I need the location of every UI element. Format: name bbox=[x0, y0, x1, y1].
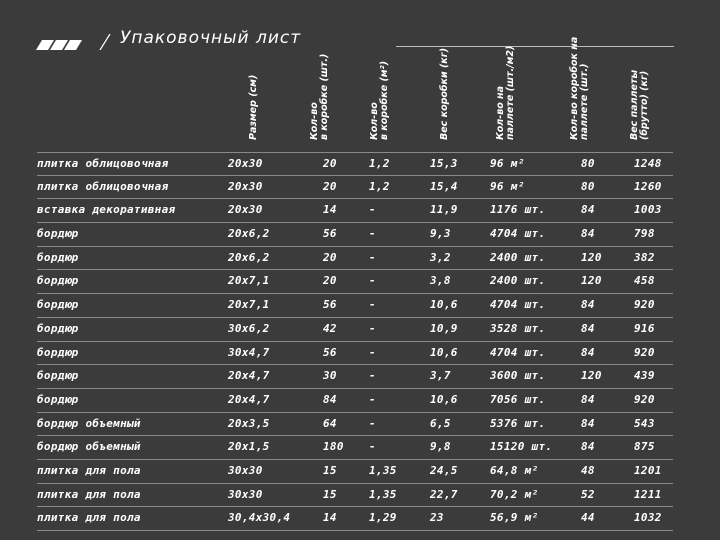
cell-qty-m2: - bbox=[369, 345, 376, 359]
table-row bbox=[37, 270, 673, 294]
cell-pallet-weight: 1211 bbox=[634, 487, 662, 501]
cell-qty-pcs: 20 bbox=[323, 250, 337, 264]
cell-product: бордюр bbox=[37, 321, 79, 335]
table-row bbox=[37, 460, 673, 484]
cell-product: плитка облицовочная bbox=[37, 179, 169, 193]
cell-qty-m2: - bbox=[369, 298, 376, 312]
table-row bbox=[37, 507, 673, 531]
table-row bbox=[37, 484, 673, 508]
cell-product: бордюр объемный bbox=[37, 440, 141, 454]
cell-pallet-weight: 920 bbox=[634, 345, 655, 359]
cell-qty-m2: 1,2 bbox=[369, 157, 390, 170]
cell-pallet-weight: 1003 bbox=[634, 203, 662, 217]
cell-product: плитка для пола bbox=[37, 511, 141, 525]
cell-boxes-per-pallet: 52 bbox=[581, 487, 595, 501]
cell-box-weight: 22,7 bbox=[430, 487, 458, 501]
cell-boxes-per-pallet: 84 bbox=[581, 227, 595, 241]
header-pallet-qty: Кол-во на паллете (шт./м2) bbox=[495, 45, 516, 140]
cell-size: 30,4x30,4 bbox=[228, 511, 291, 525]
cell-pallet-weight: 920 bbox=[634, 298, 655, 312]
cell-size: 20x7,1 bbox=[228, 298, 270, 312]
cell-pallet-qty: 96 м² bbox=[490, 179, 525, 193]
cell-product: бордюр bbox=[37, 345, 79, 359]
cell-qty-m2: - bbox=[369, 440, 376, 454]
cell-pallet-weight: 1248 bbox=[634, 157, 662, 170]
cell-pallet-qty: 4704 шт. bbox=[490, 298, 546, 312]
cell-qty-pcs: 30 bbox=[323, 369, 337, 383]
table-row bbox=[37, 389, 673, 413]
cell-qty-m2: 1,2 bbox=[369, 179, 390, 193]
cell-pallet-qty: 2400 шт. bbox=[490, 274, 546, 288]
cell-qty-pcs: 20 bbox=[323, 179, 337, 193]
cell-qty-m2: - bbox=[369, 392, 376, 406]
cell-pallet-qty: 15120 шт. bbox=[490, 440, 553, 454]
cell-qty-pcs: 56 bbox=[323, 345, 337, 359]
cell-pallet-qty: 3600 шт. bbox=[490, 369, 546, 383]
cell-size: 30x30 bbox=[228, 463, 263, 477]
cell-pallet-weight: 875 bbox=[634, 440, 655, 454]
cell-qty-m2: - bbox=[369, 416, 376, 430]
cell-pallet-qty: 3528 шт. bbox=[490, 321, 546, 335]
cell-product: бордюр bbox=[37, 392, 79, 406]
cell-qty-pcs: 15 bbox=[323, 463, 337, 477]
cell-product: бордюр объемный bbox=[37, 416, 141, 430]
cell-size: 30x4,7 bbox=[228, 345, 270, 359]
cell-qty-pcs: 56 bbox=[323, 227, 337, 241]
cell-pallet-weight: 920 bbox=[634, 392, 655, 406]
cell-qty-pcs: 14 bbox=[323, 203, 337, 217]
cell-boxes-per-pallet: 84 bbox=[581, 416, 595, 430]
cell-boxes-per-pallet: 80 bbox=[581, 179, 595, 193]
cell-pallet-weight: 382 bbox=[634, 250, 655, 264]
cell-product: плитка для пола bbox=[37, 463, 141, 477]
column-headers bbox=[0, 0, 720, 150]
cell-box-weight: 3,8 bbox=[430, 274, 451, 288]
cell-box-weight: 10,9 bbox=[430, 321, 458, 335]
cell-size: 30x30 bbox=[228, 487, 263, 501]
cell-boxes-per-pallet: 84 bbox=[581, 203, 595, 217]
cell-box-weight: 15,4 bbox=[430, 179, 458, 193]
cell-size: 20x4,7 bbox=[228, 369, 270, 383]
cell-box-weight: 11,9 bbox=[430, 203, 458, 217]
cell-pallet-weight: 798 bbox=[634, 227, 655, 241]
cell-pallet-weight: 1032 bbox=[634, 511, 662, 525]
table-row bbox=[37, 176, 673, 200]
cell-product: бордюр bbox=[37, 250, 79, 264]
header-box-weight: Вес коробки (кг) bbox=[439, 47, 450, 140]
cell-qty-pcs: 56 bbox=[323, 298, 337, 312]
cell-qty-m2: 1,35 bbox=[369, 487, 397, 501]
cell-pallet-weight: 543 bbox=[634, 416, 655, 430]
table-row bbox=[37, 247, 673, 271]
cell-pallet-qty: 7056 шт. bbox=[490, 392, 546, 406]
header-pallet-weight: Вес паллеты (брутто) (кг) bbox=[629, 69, 650, 140]
cell-boxes-per-pallet: 44 bbox=[581, 511, 595, 525]
cell-size: 20x6,2 bbox=[228, 250, 270, 264]
cell-qty-m2: - bbox=[369, 203, 376, 217]
cell-boxes-per-pallet: 84 bbox=[581, 321, 595, 335]
table-row bbox=[37, 152, 673, 176]
cell-box-weight: 10,6 bbox=[430, 298, 458, 312]
cell-pallet-qty: 4704 шт. bbox=[490, 345, 546, 359]
cell-product: бордюр bbox=[37, 298, 79, 312]
cell-pallet-qty: 70,2 м² bbox=[490, 487, 539, 501]
header-size: Размер (см) bbox=[248, 74, 259, 140]
table-row bbox=[37, 223, 673, 247]
cell-box-weight: 23 bbox=[430, 511, 444, 525]
cell-box-weight: 24,5 bbox=[430, 463, 458, 477]
cell-boxes-per-pallet: 84 bbox=[581, 345, 595, 359]
header-boxes-per-pallet: Кол-во коробок на паллете (шт.) bbox=[569, 36, 590, 140]
cell-box-weight: 3,7 bbox=[430, 369, 451, 383]
table-row bbox=[37, 436, 673, 460]
cell-product: плитка для пола bbox=[37, 487, 141, 501]
cell-boxes-per-pallet: 84 bbox=[581, 440, 595, 454]
cell-pallet-weight: 439 bbox=[634, 369, 655, 383]
cell-boxes-per-pallet: 120 bbox=[581, 250, 602, 264]
cell-pallet-weight: 1201 bbox=[634, 463, 662, 477]
cell-size: 30x6,2 bbox=[228, 321, 270, 335]
header-qty-pcs: Кол-во в коробке (шт.) bbox=[309, 53, 330, 140]
cell-qty-m2: - bbox=[369, 369, 376, 383]
cell-qty-m2: - bbox=[369, 250, 376, 264]
cell-product: бордюр bbox=[37, 369, 79, 383]
cell-pallet-weight: 458 bbox=[634, 274, 655, 288]
cell-qty-m2: - bbox=[369, 321, 376, 335]
cell-size: 20x7,1 bbox=[228, 274, 270, 288]
cell-pallet-qty: 96 м² bbox=[490, 157, 525, 170]
cell-pallet-qty: 64,8 м² bbox=[490, 463, 539, 477]
cell-size: 20x1,5 bbox=[228, 440, 270, 454]
cell-pallet-qty: 2400 шт. bbox=[490, 250, 546, 264]
cell-pallet-qty: 56,9 м² bbox=[490, 511, 539, 525]
cell-pallet-weight: 916 bbox=[634, 321, 655, 335]
cell-boxes-per-pallet: 84 bbox=[581, 392, 595, 406]
cell-size: 20x4,7 bbox=[228, 392, 270, 406]
page-title: Упаковочный лист bbox=[120, 28, 302, 48]
cell-qty-pcs: 84 bbox=[323, 392, 337, 406]
cell-boxes-per-pallet: 80 bbox=[581, 157, 595, 170]
cell-size: 20x30 bbox=[228, 157, 263, 170]
table-row bbox=[37, 413, 673, 437]
cell-boxes-per-pallet: 120 bbox=[581, 369, 602, 383]
table-row bbox=[37, 199, 673, 223]
cell-boxes-per-pallet: 48 bbox=[581, 463, 595, 477]
cell-box-weight: 6,5 bbox=[430, 416, 451, 430]
cell-size: 20x30 bbox=[228, 203, 263, 217]
cell-product: плитка облицовочная bbox=[37, 157, 169, 170]
cell-boxes-per-pallet: 84 bbox=[581, 298, 595, 312]
cell-qty-pcs: 180 bbox=[323, 440, 344, 454]
cell-box-weight: 3,2 bbox=[430, 250, 451, 264]
cell-pallet-weight: 1260 bbox=[634, 179, 662, 193]
cell-qty-pcs: 15 bbox=[323, 487, 337, 501]
table-row bbox=[37, 294, 673, 318]
cell-qty-pcs: 20 bbox=[323, 274, 337, 288]
cell-size: 20x30 bbox=[228, 179, 263, 193]
cell-qty-m2: - bbox=[369, 274, 376, 288]
cell-product: бордюр bbox=[37, 227, 79, 241]
cell-qty-pcs: 14 bbox=[323, 511, 337, 525]
cell-product: вставка декоративная bbox=[37, 203, 176, 217]
cell-pallet-qty: 5376 шт. bbox=[490, 416, 546, 430]
table-row bbox=[37, 318, 673, 342]
cell-qty-pcs: 20 bbox=[323, 157, 337, 170]
cell-box-weight: 10,6 bbox=[430, 392, 458, 406]
cell-box-weight: 15,3 bbox=[430, 157, 458, 170]
header-qty-m2: Кол-во в коробке (м²) bbox=[369, 60, 390, 140]
table-row bbox=[37, 365, 673, 389]
cell-qty-m2: 1,29 bbox=[369, 511, 397, 525]
cell-qty-m2: 1,35 bbox=[369, 463, 397, 477]
cell-product: бордюр bbox=[37, 274, 79, 288]
cell-box-weight: 9,8 bbox=[430, 440, 451, 454]
cell-box-weight: 10,6 bbox=[430, 345, 458, 359]
cell-pallet-qty: 4704 шт. bbox=[490, 227, 546, 241]
cell-size: 20x6,2 bbox=[228, 227, 270, 241]
packing-table bbox=[37, 152, 673, 531]
cell-qty-m2: - bbox=[369, 227, 376, 241]
cell-qty-pcs: 42 bbox=[323, 321, 337, 335]
cell-qty-pcs: 64 bbox=[323, 416, 337, 430]
cell-boxes-per-pallet: 120 bbox=[581, 274, 602, 288]
cell-box-weight: 9,3 bbox=[430, 227, 451, 241]
table-row bbox=[37, 342, 673, 366]
cell-pallet-qty: 1176 шт. bbox=[490, 203, 546, 217]
cell-size: 20x3,5 bbox=[228, 416, 270, 430]
